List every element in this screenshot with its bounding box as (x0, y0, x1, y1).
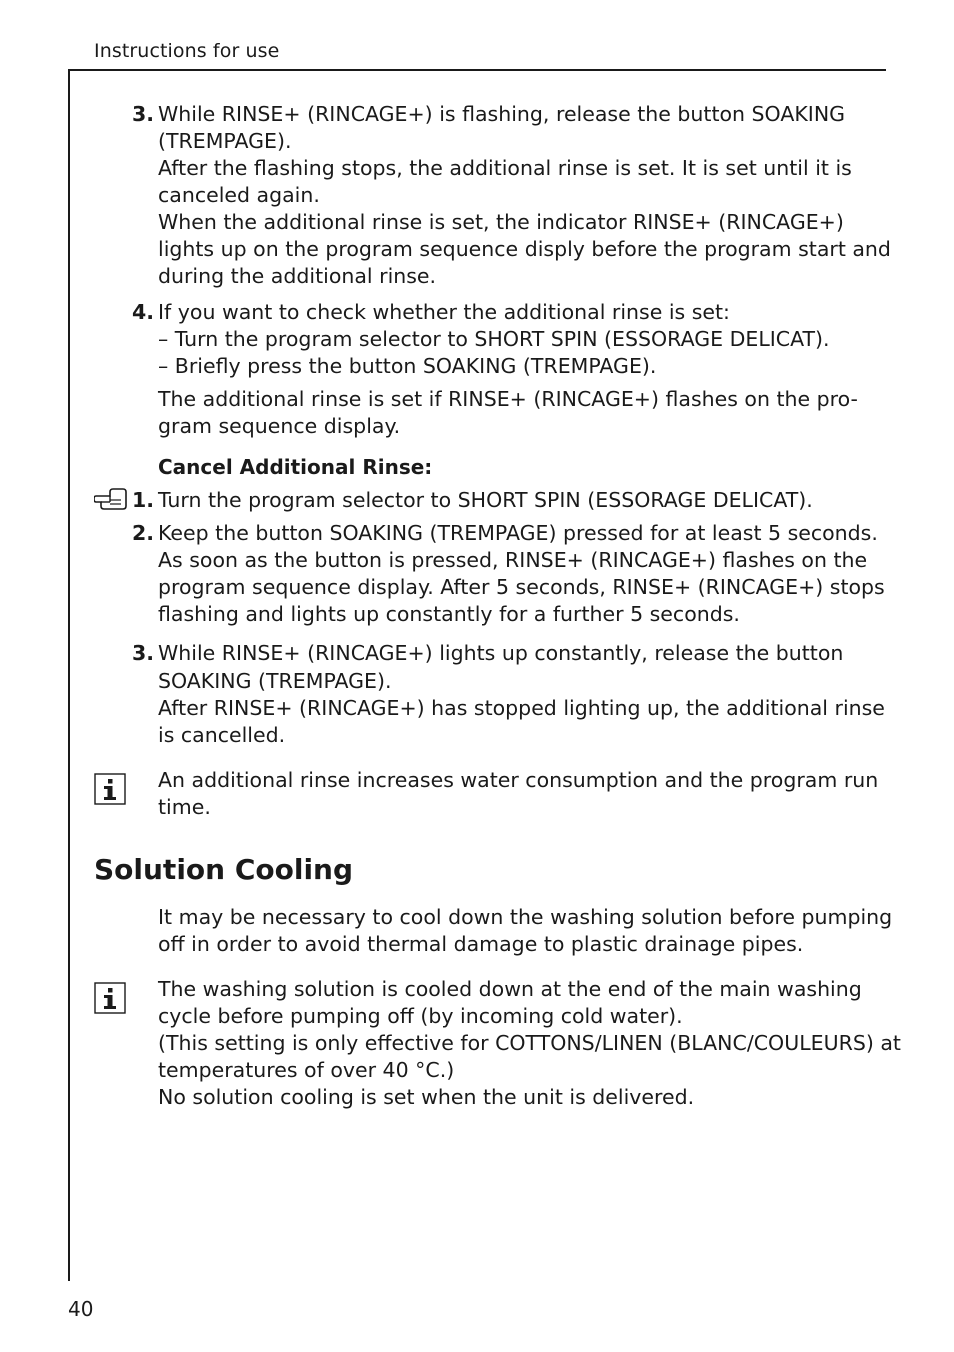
text-line: gram sequence display. (158, 414, 401, 438)
text-line: program sequence display. After 5 seconds, RINSE+ (RINCAGE+) stops (158, 575, 885, 599)
text-line: If you want to check whether the additional rinse is set: (158, 300, 730, 324)
text-line: is cancelled. (158, 723, 286, 747)
step-3-text (158, 101, 891, 290)
text-line: – Turn the program selector to SHORT SPIN (ESSORAGE DELICAT). (158, 327, 830, 351)
cancel-step-2-text (158, 520, 885, 628)
text-line: After the flashing stops, the additional rinse is set. It is set until it is (158, 156, 852, 180)
text-line: The additional rinse is set if RINSE+ (RINCAGE+) flashes on the pro- (158, 387, 858, 411)
text-line: It may be necessary to cool down the washing solution before pumping (158, 905, 893, 929)
text-line: While RINSE+ (RINCAGE+) is flashing, release the button SOAKING (158, 102, 846, 126)
text-line: SOAKING (TREMPAGE). (158, 669, 392, 693)
text-line: Turn the program selector to SHORT SPIN (ESSORAGE DELICAT). (158, 488, 813, 512)
step-number: 3. (132, 102, 155, 126)
text-line: flashing and lights up constantly for a further 5 seconds. (158, 602, 740, 626)
header-rule (68, 69, 886, 71)
section-title: Solution Cooling (94, 853, 354, 886)
text-line: (This setting is only effective for COTTONS/LINEN (BLANC/COULEURS) at (158, 1031, 901, 1055)
margin-rule (68, 69, 70, 1281)
section-intro (158, 904, 893, 958)
text-line: (TREMPAGE). (158, 129, 292, 153)
cancel-heading: Cancel Additional Rinse: (158, 455, 433, 479)
info-note-1 (158, 767, 879, 821)
running-header: Instructions for use (94, 40, 280, 62)
text-line: After RINSE+ (RINCAGE+) has stopped lighting up, the additional rinse (158, 696, 885, 720)
step-number: 1. (132, 488, 155, 512)
text-line: The washing solution is cooled down at the end of the main washing (158, 977, 862, 1001)
info-icon (94, 982, 126, 1014)
step-4-text (158, 299, 858, 380)
text-line: Keep the button SOAKING (TREMPAGE) pressed for at least 5 seconds. (158, 521, 878, 545)
text-line: temperatures of over 40 °C.) (158, 1058, 455, 1082)
text-line: time. (158, 795, 211, 819)
text-line: While RINSE+ (RINCAGE+) lights up constantly, release the button (158, 641, 844, 665)
text-line: No solution cooling is set when the unit is delivered. (158, 1085, 695, 1109)
text-line: during the additional rinse. (158, 264, 437, 288)
text-line: When the additional rinse is set, the indicator RINSE+ (RINCAGE+) (158, 210, 844, 234)
text-line: An additional rinse increases water consumption and the program run (158, 768, 879, 792)
page-number: 40 (68, 1297, 94, 1321)
check-result-text (158, 386, 858, 440)
info-icon (94, 773, 126, 805)
cancel-step-3-text (158, 640, 885, 749)
text-line: off in order to avoid thermal damage to plastic drainage pipes. (158, 932, 804, 956)
text-line: As soon as the button is pressed, RINSE+ (RINCAGE+) flashes on the (158, 548, 868, 572)
info-note-2 (158, 976, 901, 1111)
pointing-hand-icon (94, 488, 128, 512)
cancel-step-1-text (158, 487, 858, 514)
step-number: 4. (132, 300, 155, 324)
text-line: – Briefly press the button SOAKING (TREMPAGE). (158, 354, 657, 378)
text-line: lights up on the program sequence disply before the program start and (158, 237, 891, 261)
text-line: canceled again. (158, 183, 320, 207)
step-number: 3. (132, 641, 155, 665)
text-line: cycle before pumping off (by incoming cold water). (158, 1004, 683, 1028)
step-number: 2. (132, 521, 155, 545)
